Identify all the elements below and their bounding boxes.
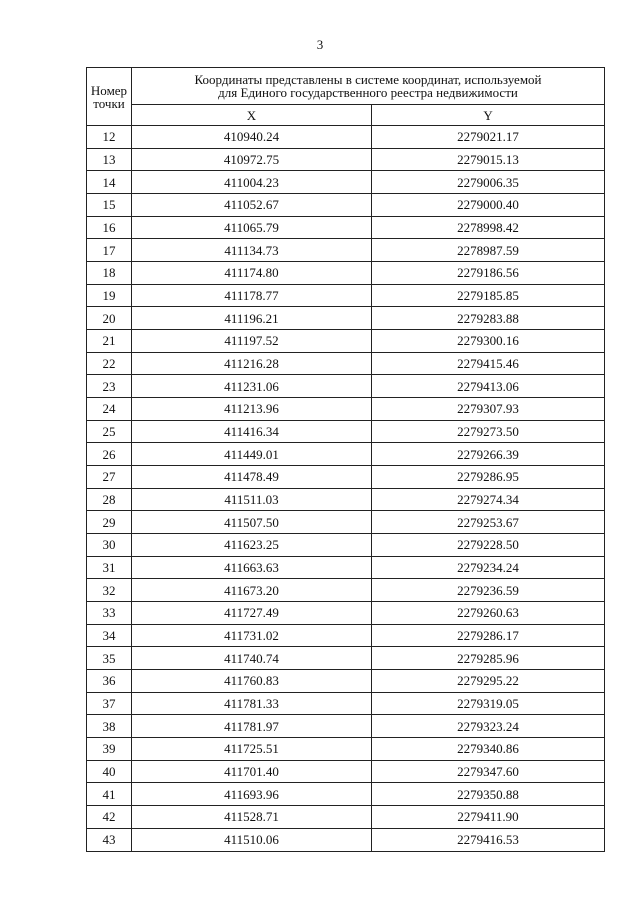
x-coordinate-cell: 411760.83 xyxy=(132,670,372,693)
x-coordinate-cell: 411673.20 xyxy=(132,579,372,602)
point-number-cell: 38 xyxy=(87,715,132,738)
coordinate-system-caption-line2: для Единого государственного реестра недвижимости xyxy=(218,85,518,100)
y-coordinate-cell: 2279015.13 xyxy=(372,148,605,171)
point-number-cell: 40 xyxy=(87,760,132,783)
y-coordinate-cell: 2279234.24 xyxy=(372,556,605,579)
point-number-cell: 16 xyxy=(87,216,132,239)
table-row xyxy=(87,307,605,330)
y-coordinate-cell: 2279186.56 xyxy=(372,262,605,285)
point-number-cell: 18 xyxy=(87,262,132,285)
x-coordinate-cell: 411528.71 xyxy=(132,806,372,829)
x-coordinate-cell: 411449.01 xyxy=(132,443,372,466)
y-coordinate-cell: 2279323.24 xyxy=(372,715,605,738)
coordinate-system-caption-line1: Координаты представлены в системе координат, используемой xyxy=(194,72,542,87)
x-coordinate-cell: 411693.96 xyxy=(132,783,372,806)
page-number: 3 xyxy=(316,37,324,52)
y-coordinate-cell: 2279283.88 xyxy=(372,307,605,330)
table-row xyxy=(87,602,605,625)
x-coordinate-cell: 410972.75 xyxy=(132,148,372,171)
y-coordinate-cell: 2279307.93 xyxy=(372,398,605,421)
point-number-cell: 12 xyxy=(87,126,132,149)
point-number-cell: 43 xyxy=(87,828,132,851)
y-coordinate-cell: 2279260.63 xyxy=(372,602,605,625)
x-coordinate-cell: 411213.96 xyxy=(132,398,372,421)
y-coordinate-cell: 2279286.17 xyxy=(372,624,605,647)
point-number-cell: 32 xyxy=(87,579,132,602)
point-number-cell: 35 xyxy=(87,647,132,670)
y-coordinate-cell: 2279411.90 xyxy=(372,806,605,829)
coordinates-table xyxy=(86,67,605,852)
point-number-cell: 19 xyxy=(87,284,132,307)
y-coordinate-cell: 2279273.50 xyxy=(372,420,605,443)
x-coordinate-cell: 411725.51 xyxy=(132,738,372,761)
y-coordinate-cell: 2278987.59 xyxy=(372,239,605,262)
table-row xyxy=(87,284,605,307)
table-row xyxy=(87,239,605,262)
y-coordinate-cell: 2279300.16 xyxy=(372,330,605,353)
x-coordinate-cell: 411701.40 xyxy=(132,760,372,783)
x-coordinate-cell: 411231.06 xyxy=(132,375,372,398)
x-coordinate-cell: 411511.03 xyxy=(132,488,372,511)
point-number-cell: 15 xyxy=(87,194,132,217)
y-coordinate-cell: 2278998.42 xyxy=(372,216,605,239)
x-coordinate-cell: 411197.52 xyxy=(132,330,372,353)
table-row xyxy=(87,420,605,443)
x-coordinate-cell: 411216.28 xyxy=(132,352,372,375)
y-coordinate-cell: 2279340.86 xyxy=(372,738,605,761)
y-column-header: Y xyxy=(372,105,605,126)
point-number-cell: 14 xyxy=(87,171,132,194)
y-coordinate-cell: 2279285.96 xyxy=(372,647,605,670)
y-coordinate-cell: 2279274.34 xyxy=(372,488,605,511)
y-coordinate-cell: 2279347.60 xyxy=(372,760,605,783)
y-coordinate-cell: 2279006.35 xyxy=(372,171,605,194)
table-row xyxy=(87,579,605,602)
table-row xyxy=(87,488,605,511)
table-row xyxy=(87,647,605,670)
point-number-cell: 22 xyxy=(87,352,132,375)
table-row xyxy=(87,738,605,761)
table-row xyxy=(87,534,605,557)
table-row xyxy=(87,171,605,194)
point-number-cell: 30 xyxy=(87,534,132,557)
table-row xyxy=(87,760,605,783)
point-number-cell: 25 xyxy=(87,420,132,443)
table-row xyxy=(87,194,605,217)
y-coordinate-cell: 2279295.22 xyxy=(372,670,605,693)
table-row xyxy=(87,216,605,239)
x-coordinate-cell: 411781.33 xyxy=(132,692,372,715)
x-coordinate-cell: 411178.77 xyxy=(132,284,372,307)
y-coordinate-cell: 2279319.05 xyxy=(372,692,605,715)
x-column-header: X xyxy=(132,105,372,126)
y-coordinate-cell: 2279000.40 xyxy=(372,194,605,217)
point-number-cell: 13 xyxy=(87,148,132,171)
point-number-cell: 33 xyxy=(87,602,132,625)
point-number-cell: 23 xyxy=(87,375,132,398)
point-number-header-line2: точки xyxy=(93,95,125,111)
table-row xyxy=(87,375,605,398)
x-coordinate-cell: 411510.06 xyxy=(132,828,372,851)
coordinate-system-caption xyxy=(132,68,605,105)
table-row xyxy=(87,624,605,647)
x-coordinate-cell: 411052.67 xyxy=(132,194,372,217)
point-number-cell: 34 xyxy=(87,624,132,647)
point-number-cell: 20 xyxy=(87,307,132,330)
point-number-cell: 36 xyxy=(87,670,132,693)
x-coordinate-cell: 411507.50 xyxy=(132,511,372,534)
x-coordinate-cell: 411781.97 xyxy=(132,715,372,738)
point-number-cell: 37 xyxy=(87,692,132,715)
y-coordinate-cell: 2279413.06 xyxy=(372,375,605,398)
x-coordinate-cell: 411663.63 xyxy=(132,556,372,579)
table-row xyxy=(87,330,605,353)
table-row xyxy=(87,715,605,738)
table-row xyxy=(87,511,605,534)
point-number-header-line1: Номер xyxy=(90,82,128,98)
y-coordinate-cell: 2279266.39 xyxy=(372,443,605,466)
x-coordinate-cell: 411134.73 xyxy=(132,239,372,262)
table-row xyxy=(87,148,605,171)
table-row xyxy=(87,466,605,489)
point-number-header xyxy=(87,68,132,126)
point-number-cell: 29 xyxy=(87,511,132,534)
table-row xyxy=(87,443,605,466)
y-coordinate-cell: 2279228.50 xyxy=(372,534,605,557)
y-coordinate-cell: 2279236.59 xyxy=(372,579,605,602)
table-row xyxy=(87,262,605,285)
x-coordinate-cell: 411004.23 xyxy=(132,171,372,194)
y-coordinate-cell: 2279416.53 xyxy=(372,828,605,851)
y-coordinate-cell: 2279415.46 xyxy=(372,352,605,375)
point-number-cell: 24 xyxy=(87,398,132,421)
y-coordinate-cell: 2279286.95 xyxy=(372,466,605,489)
point-number-cell: 17 xyxy=(87,239,132,262)
table-row xyxy=(87,806,605,829)
y-coordinate-cell: 2279021.17 xyxy=(372,126,605,149)
table-row xyxy=(87,556,605,579)
point-number-cell: 28 xyxy=(87,488,132,511)
x-coordinate-cell: 410940.24 xyxy=(132,126,372,149)
x-coordinate-cell: 411174.80 xyxy=(132,262,372,285)
point-number-cell: 41 xyxy=(87,783,132,806)
table-row xyxy=(87,398,605,421)
x-coordinate-cell: 411623.25 xyxy=(132,534,372,557)
y-coordinate-cell: 2279185.85 xyxy=(372,284,605,307)
y-coordinate-cell: 2279350.88 xyxy=(372,783,605,806)
point-number-cell: 31 xyxy=(87,556,132,579)
table-row xyxy=(87,828,605,851)
x-coordinate-cell: 411065.79 xyxy=(132,216,372,239)
table-row xyxy=(87,783,605,806)
point-number-cell: 26 xyxy=(87,443,132,466)
point-number-cell: 21 xyxy=(87,330,132,353)
x-coordinate-cell: 411196.21 xyxy=(132,307,372,330)
y-coordinate-cell: 2279253.67 xyxy=(372,511,605,534)
table-row xyxy=(87,352,605,375)
point-number-cell: 42 xyxy=(87,806,132,829)
table-row xyxy=(87,126,605,149)
x-coordinate-cell: 411478.49 xyxy=(132,466,372,489)
x-coordinate-cell: 411740.74 xyxy=(132,647,372,670)
table-row xyxy=(87,692,605,715)
x-coordinate-cell: 411731.02 xyxy=(132,624,372,647)
point-number-cell: 39 xyxy=(87,738,132,761)
point-number-cell: 27 xyxy=(87,466,132,489)
x-coordinate-cell: 411727.49 xyxy=(132,602,372,625)
x-coordinate-cell: 411416.34 xyxy=(132,420,372,443)
table-row xyxy=(87,670,605,693)
